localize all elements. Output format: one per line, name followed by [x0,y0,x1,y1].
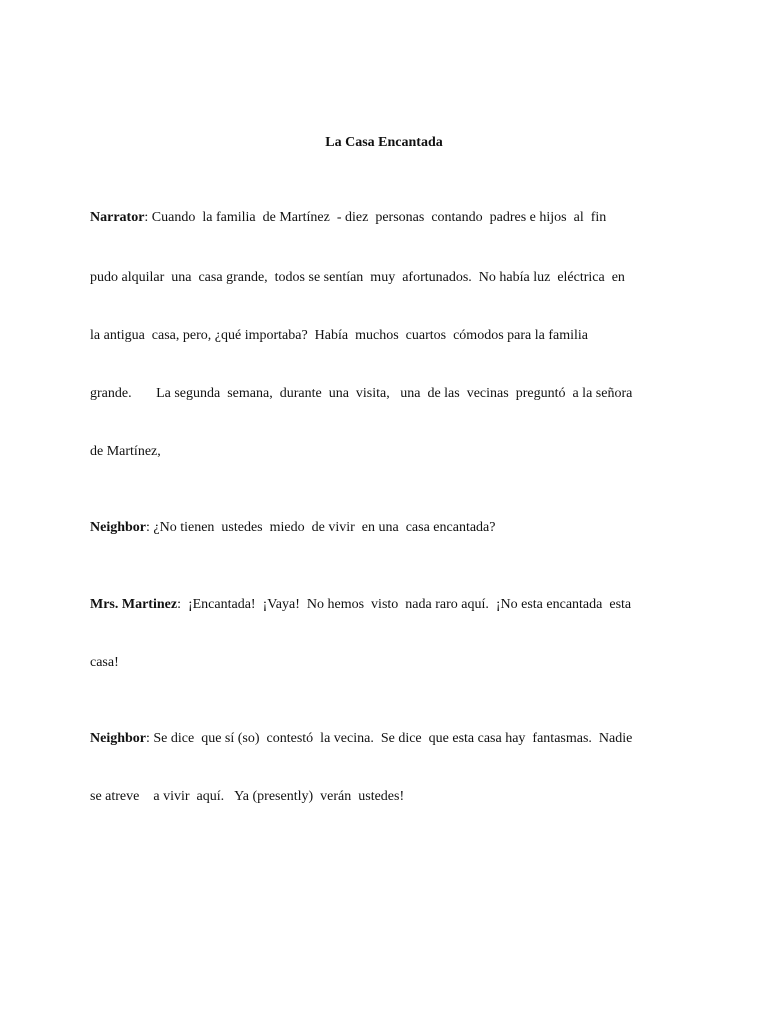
text-line [90,729,690,749]
text-line [90,595,690,615]
text-line [90,518,690,538]
text-line [90,787,690,807]
line-text: grande. La segunda semana, durante una visita, una de las vecinas preguntó a la señora [90,386,633,401]
speaker-label: Neighbor [90,731,146,746]
text-line [90,208,690,228]
line-text: : Se dice que sí (so) contestó la vecina. Se dice que esta casa hay fantasmas. Nadie [146,731,633,746]
speaker-label: Neighbor [90,520,146,535]
text-line [90,442,690,462]
text-line [90,653,690,673]
line-text: pudo alquilar una casa grande, todos se sentían muy afortunados. No había luz eléctrica en [90,270,625,285]
line-text: de Martínez, [90,444,161,459]
speaker-label: Narrator [90,210,145,225]
speaker-label: Mrs. Martinez [90,597,178,612]
line-text: la antigua casa, pero, ¿qué importaba? Había muchos cuartos cómodos para la familia [90,328,588,343]
line-text: : ¡Encantada! ¡Vaya! No hemos visto nada raro aquí. ¡No esta encantada esta [177,597,632,612]
line-text: : ¿No tienen ustedes miedo de vivir en una casa encantada? [146,520,496,535]
line-text: se atreve a vivir aquí. Ya (presently) verán ustedes! [90,789,405,804]
text-line [90,268,690,288]
text-line [90,326,690,346]
document-title: La Casa Encantada [325,135,443,150]
text-line [90,384,690,404]
line-text: : Cuando la familia de Martínez - diez personas contando padres e hijos al fin [144,210,607,225]
line-text: casa! [90,655,119,670]
